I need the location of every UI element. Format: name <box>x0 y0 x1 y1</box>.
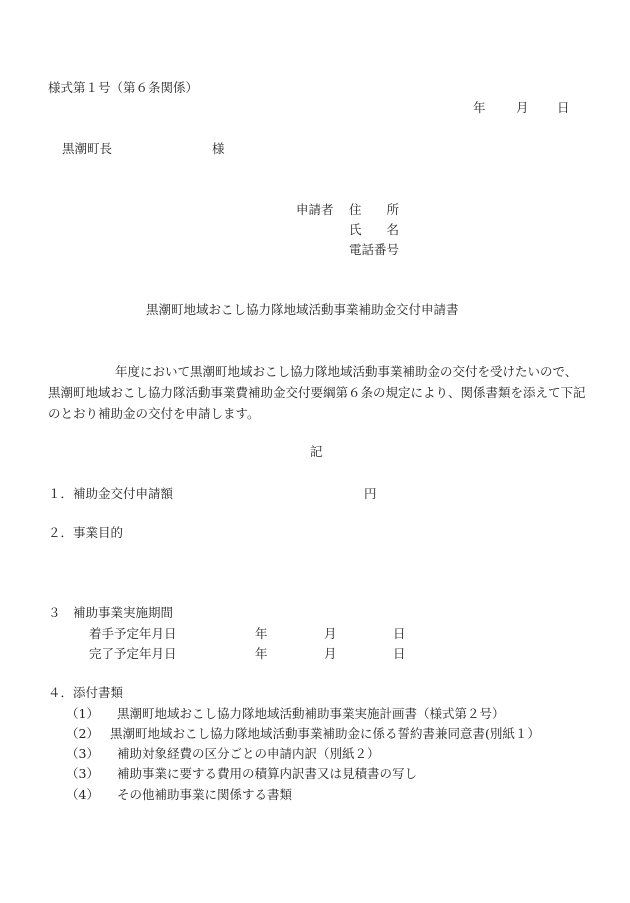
attachment-text: その他補助事業に関係する書類 <box>117 787 293 802</box>
applicant-label: 申請者 <box>296 202 334 217</box>
attachment-number: （4） <box>66 787 99 802</box>
date-month: 月 <box>516 100 529 115</box>
period-label: ３ 補助事業実施期間 <box>48 605 174 620</box>
amount-label: １．補助金交付申請額 <box>48 486 174 501</box>
attachment-number: （1） <box>66 706 99 721</box>
period-day: 日 <box>393 626 406 641</box>
body-text: 年度において黒潮町地域おこし協力隊地域活動事業補助金の交付を受けたいので、黒潮町地域おこし協力隊活動事業費補助金交付要綱第６条の規定により、関係書類を添えて下記のとおり補助金の交付を申請します。 <box>48 364 586 421</box>
date-day: 日 <box>557 100 570 115</box>
period-row-label: 着手予定年月日 <box>89 626 177 641</box>
attachment-text: 補助事業に要する費用の積算内訳書又は見積書の写し <box>117 766 418 781</box>
attachments-label: ４．添付書類 <box>48 685 124 700</box>
document-title: 黒潮町地域おこし協力隊地域活動事業補助金交付申請書 <box>146 302 459 317</box>
purpose-label: ２．事業目的 <box>48 525 124 540</box>
ki-heading: 記 <box>310 444 323 459</box>
body-paragraph <box>48 361 588 424</box>
addressee-name: 黒潮町長 <box>62 141 113 156</box>
attachment-number: （3） <box>66 746 99 761</box>
addressee-honorific: 様 <box>212 141 225 156</box>
applicant-name-label: 氏 名 <box>349 222 400 237</box>
attachment-number: （2） <box>66 726 99 741</box>
period-year: 年 <box>255 646 268 661</box>
attachment-text: 補助対象経費の区分ごとの申請内訳（別紙２） <box>117 746 380 761</box>
period-month: 月 <box>324 626 337 641</box>
period-year: 年 <box>255 626 268 641</box>
attachment-number: （3） <box>66 766 99 781</box>
date-year: 年 <box>473 100 486 115</box>
attachment-text: 黒潮町地域おこし協力隊地域活動事業補助金に係る誓約書兼同意書(別紙１） <box>110 726 540 741</box>
period-month: 月 <box>324 646 337 661</box>
form-number: 様式第１号（第６条関係） <box>48 80 199 95</box>
amount-unit: 円 <box>364 486 377 501</box>
applicant-phone-label: 電話番号 <box>349 242 400 257</box>
period-day: 日 <box>393 646 406 661</box>
period-row-label: 完了予定年月日 <box>89 646 177 661</box>
applicant-address-label: 住 所 <box>349 202 400 217</box>
attachment-text: 黒潮町地域おこし協力隊地域活動補助事業実施計画書（様式第２号） <box>117 706 505 721</box>
